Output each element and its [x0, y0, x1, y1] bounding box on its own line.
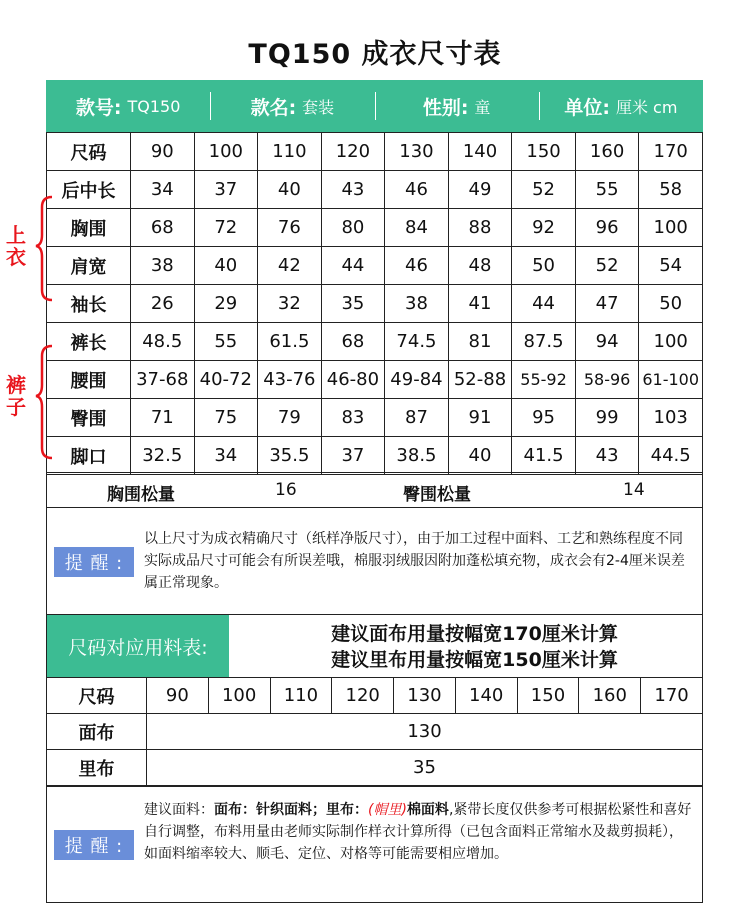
table-row — [47, 247, 703, 285]
table-cell: 100 — [639, 323, 703, 361]
table-cell: 38 — [385, 285, 449, 323]
table-cell: 52 — [575, 247, 639, 285]
table-cell: 84 — [385, 209, 449, 247]
chest-ease-value: 16 — [275, 480, 297, 500]
table-cell: 44 — [321, 247, 385, 285]
table-cell: 40-72 — [194, 361, 258, 399]
table-cell: 88 — [448, 209, 512, 247]
row-label: 后中长 — [47, 171, 131, 209]
table-row — [47, 285, 703, 323]
table-cell: 94 — [575, 323, 639, 361]
table-cell: 83 — [321, 399, 385, 437]
row-label: 胸围 — [47, 209, 131, 247]
table-cell: 79 — [258, 399, 322, 437]
table-cell: 44 — [512, 285, 576, 323]
row-label: 面布 — [47, 714, 147, 750]
table-cell: 58-96 — [575, 361, 639, 399]
size-table — [46, 132, 703, 475]
row-label: 肩宽 — [47, 247, 131, 285]
size-header-cell: 100 — [194, 133, 258, 171]
table-cell: 92 — [512, 209, 576, 247]
table-cell: 52-88 — [448, 361, 512, 399]
table-cell: 87.5 — [512, 323, 576, 361]
size-header-cell: 90 — [131, 133, 195, 171]
fabric-header-row — [47, 678, 703, 714]
fabric-width-note: 建议面布用量按幅宽170厘米计算 建议里布用量按幅宽150厘米计算 — [331, 623, 618, 671]
pants-label: 裤子 — [6, 373, 26, 419]
table-cell: 81 — [448, 323, 512, 361]
fabric-header — [46, 614, 703, 678]
table-cell: 46 — [385, 247, 449, 285]
table-cell: 41.5 — [512, 437, 576, 475]
hip-ease-label: 臀围松量 — [403, 485, 471, 505]
table-cell: 40 — [258, 171, 322, 209]
fabric-size-cell: 130 — [394, 678, 456, 714]
table-cell: 50 — [512, 247, 576, 285]
row-label: 里布 — [47, 750, 147, 786]
table-row — [47, 323, 703, 361]
table-cell: 32 — [258, 285, 322, 323]
table-cell: 55-92 — [512, 361, 576, 399]
fabric-amount: 130 — [147, 714, 703, 750]
table-cell: 48.5 — [131, 323, 195, 361]
table-cell: 91 — [448, 399, 512, 437]
size-header-label: 尺码 — [47, 133, 131, 171]
table-cell: 100 — [639, 209, 703, 247]
size-header-cell: 170 — [639, 133, 703, 171]
table-row — [47, 437, 703, 475]
fabric-size-cell: 90 — [147, 678, 209, 714]
page-title: TQ150 成衣尺寸表 — [248, 39, 502, 70]
table-cell: 43 — [575, 437, 639, 475]
fabric-size-cell: 160 — [579, 678, 641, 714]
table-cell: 34 — [194, 437, 258, 475]
tip-text: 建议面料：面布：针织面料；里布：(帽里)棉面料,紧带长度仅供参考可根据松紧性和喜好自行调整，布料用量由老师实际制作样衣计算所得（已包含面料正常缩水及裁剪损耗），如面料缩率较大、顺毛、定位、对格等可能需要相应增加。 — [144, 802, 692, 862]
table-cell: 37 — [194, 171, 258, 209]
style-number: 款号: TQ150 — [75, 96, 181, 119]
table-cell: 32.5 — [131, 437, 195, 475]
gender: 性别: 童 — [375, 80, 539, 132]
tip-text: 以上尺寸为成衣精确尺寸（纸样净版尺寸），由于加工过程中面料、工艺和熟练程度不同实际成品尺寸可能会有所误差哦，棉服羽绒服因附加蓬松填充物，成衣会有2-4厘米误差属正常现象。 — [144, 531, 685, 591]
table-cell: 26 — [131, 285, 195, 323]
fabric-size-cell: 100 — [208, 678, 270, 714]
table-row — [47, 171, 703, 209]
table-cell: 52 — [512, 171, 576, 209]
tip-box-2 — [46, 786, 703, 903]
tip-box-1 — [46, 507, 703, 615]
table-cell: 49-84 — [385, 361, 449, 399]
table-cell: 99 — [575, 399, 639, 437]
fabric-table — [46, 677, 703, 786]
table-cell: 34 — [131, 171, 195, 209]
row-label: 裤长 — [47, 323, 131, 361]
fabric-header-label: 尺码 — [47, 678, 147, 714]
table-row — [47, 399, 703, 437]
size-header-cell: 130 — [385, 133, 449, 171]
size-header-row — [47, 133, 703, 171]
table-cell: 44.5 — [639, 437, 703, 475]
chest-ease-label: 胸围松量 — [107, 485, 175, 505]
table-cell: 75 — [194, 399, 258, 437]
table-cell: 55 — [575, 171, 639, 209]
table-cell: 37-68 — [131, 361, 195, 399]
fabric-amount: 35 — [147, 750, 703, 786]
row-label: 臀围 — [47, 399, 131, 437]
table-cell: 49 — [448, 171, 512, 209]
size-header-cell: 120 — [321, 133, 385, 171]
table-cell: 29 — [194, 285, 258, 323]
fabric-size-cell: 120 — [332, 678, 394, 714]
table-cell: 35 — [321, 285, 385, 323]
table-cell: 46-80 — [321, 361, 385, 399]
fabric-size-cell: 170 — [641, 678, 703, 714]
top-garment-label: 上衣 — [6, 223, 26, 269]
tip-badge: 提 醒 : — [54, 830, 134, 860]
table-cell: 87 — [385, 399, 449, 437]
spec-header-bar — [46, 80, 703, 132]
unit: 单位: 厘米 cm — [539, 80, 703, 132]
hip-ease-value: 14 — [623, 480, 645, 500]
fabric-table-tag: 尺码对应用料表: — [47, 615, 229, 677]
style-name: 款名: 套装 — [210, 80, 374, 132]
row-label: 袖长 — [47, 285, 131, 323]
table-row — [47, 209, 703, 247]
table-cell: 50 — [639, 285, 703, 323]
fabric-size-cell: 140 — [455, 678, 517, 714]
table-cell: 72 — [194, 209, 258, 247]
size-header-cell: 140 — [448, 133, 512, 171]
fabric-size-cell: 150 — [517, 678, 579, 714]
fabric-size-cell: 110 — [270, 678, 332, 714]
table-cell: 74.5 — [385, 323, 449, 361]
table-cell: 54 — [639, 247, 703, 285]
table-cell: 41 — [448, 285, 512, 323]
table-cell: 55 — [194, 323, 258, 361]
table-cell: 95 — [512, 399, 576, 437]
size-header-cell: 150 — [512, 133, 576, 171]
table-cell: 38 — [131, 247, 195, 285]
table-cell: 58 — [639, 171, 703, 209]
ease-row — [46, 472, 703, 508]
table-cell: 96 — [575, 209, 639, 247]
table-row — [47, 714, 703, 750]
table-cell: 103 — [639, 399, 703, 437]
table-cell: 40 — [448, 437, 512, 475]
table-row — [47, 750, 703, 786]
table-cell: 68 — [321, 323, 385, 361]
table-cell: 43 — [321, 171, 385, 209]
tip-badge: 提 醒 : — [54, 547, 134, 577]
size-header-cell: 110 — [258, 133, 322, 171]
table-cell: 68 — [131, 209, 195, 247]
table-cell: 47 — [575, 285, 639, 323]
row-label: 腰围 — [47, 361, 131, 399]
table-cell: 35.5 — [258, 437, 322, 475]
table-cell: 43-76 — [258, 361, 322, 399]
table-cell: 42 — [258, 247, 322, 285]
table-cell: 61.5 — [258, 323, 322, 361]
table-cell: 76 — [258, 209, 322, 247]
row-label: 脚口 — [47, 437, 131, 475]
table-row — [47, 361, 703, 399]
table-cell: 71 — [131, 399, 195, 437]
size-header-cell: 160 — [575, 133, 639, 171]
table-cell: 48 — [448, 247, 512, 285]
table-cell: 40 — [194, 247, 258, 285]
table-cell: 80 — [321, 209, 385, 247]
table-cell: 61-100 — [639, 361, 703, 399]
table-cell: 37 — [321, 437, 385, 475]
table-cell: 46 — [385, 171, 449, 209]
table-cell: 38.5 — [385, 437, 449, 475]
